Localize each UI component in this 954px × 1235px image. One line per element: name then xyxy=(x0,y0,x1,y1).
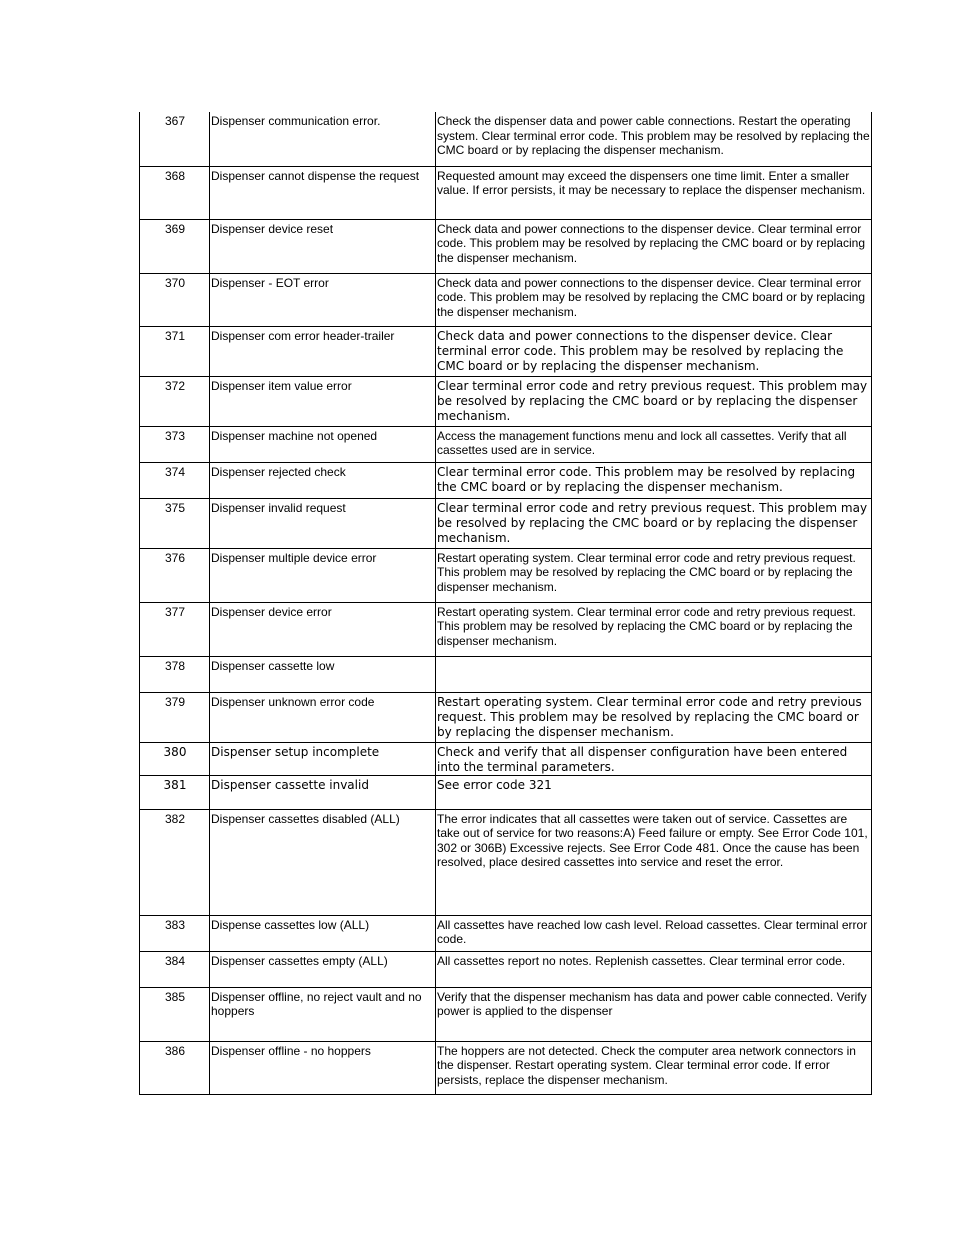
error-action: Verify that the dispenser mechanism has data and power cable connected. Verify power is applied to the dispenser xyxy=(436,987,872,1041)
error-action xyxy=(436,656,872,692)
error-code: 380 xyxy=(140,742,210,775)
table-row xyxy=(140,951,872,987)
error-code: 386 xyxy=(140,1041,210,1094)
error-code: 383 xyxy=(140,915,210,951)
error-code: 370 xyxy=(140,273,210,326)
error-code: 379 xyxy=(140,692,210,742)
table-row xyxy=(140,915,872,951)
table-row xyxy=(140,426,872,462)
error-code: 376 xyxy=(140,548,210,602)
error-action: Restart operating system. Clear terminal error code and retry previous request. This problem may be resolved by replacing the CMC board or by replacing the dispenser mechanism. xyxy=(436,548,872,602)
table-row xyxy=(140,462,872,498)
error-description: Dispenser rejected check xyxy=(210,462,436,498)
error-action: Requested amount may exceed the dispensers one time limit. Enter a smaller value. If error persists, it may be necessary to replace the dispenser mechanism. xyxy=(436,166,872,219)
error-code: 385 xyxy=(140,987,210,1041)
error-action: Check and verify that all dispenser configuration have been entered into the terminal parameters. xyxy=(436,742,872,775)
error-action: All cassettes report no notes. Replenish cassettes. Clear terminal error code. xyxy=(436,951,872,987)
table-row xyxy=(140,498,872,548)
table-row xyxy=(140,548,872,602)
table-row xyxy=(140,112,872,166)
error-description: Dispenser multiple device error xyxy=(210,548,436,602)
error-action: Access the management functions menu and lock all cassettes. Verify that all cassettes used are in service. xyxy=(436,426,872,462)
error-description: Dispenser cassettes disabled (ALL) xyxy=(210,809,436,915)
error-action: The error indicates that all cassettes were taken out of service. Cassettes are take out of service for two reasons:A) Feed failure or empty. See Error Code 101, 302 or 306B) Excessive rejects. See Error Code 481. Once the cause has been resolved, place desired cassettes into service and reset the error. xyxy=(436,809,872,915)
table-row xyxy=(140,809,872,915)
error-description: Dispenser setup incomplete xyxy=(210,742,436,775)
table-row xyxy=(140,987,872,1041)
error-action: Check data and power connections to the dispenser device. Clear terminal error code. This problem may be resolved by replacing the CMC board or by replacing the dispenser mechanism. xyxy=(436,326,872,376)
error-code: 371 xyxy=(140,326,210,376)
error-action: Clear terminal error code and retry previous request. This problem may be resolved by replacing the CMC board or by replacing the dispenser mechanism. xyxy=(436,498,872,548)
error-code: 384 xyxy=(140,951,210,987)
table-row xyxy=(140,326,872,376)
table-row xyxy=(140,1041,872,1094)
error-action: Check the dispenser data and power cable connections. Restart the operating system. Clear terminal error code. This problem may be resolved by replacing the CMC board or by replacing the dispenser mechanism. xyxy=(436,112,872,166)
table-row xyxy=(140,273,872,326)
error-description: Dispenser cassette low xyxy=(210,656,436,692)
error-action: Restart operating system. Clear terminal error code and retry previous request. This problem may be resolved by replacing the CMC board or by replacing the dispenser mechanism. xyxy=(436,692,872,742)
table-row xyxy=(140,166,872,219)
error-description: Dispenser device reset xyxy=(210,219,436,273)
error-description: Dispenser cassette invalid xyxy=(210,775,436,809)
error-code: 374 xyxy=(140,462,210,498)
error-action: Check data and power connections to the dispenser device. Clear terminal error code. This problem may be resolved by replacing the CMC board or by replacing the dispenser mechanism. xyxy=(436,273,872,326)
table-row xyxy=(140,602,872,656)
error-action: Restart operating system. Clear terminal error code and retry previous request. This problem may be resolved by replacing the CMC board or by replacing the dispenser mechanism. xyxy=(436,602,872,656)
table-row xyxy=(140,219,872,273)
error-description: Dispenser cannot dispense the request xyxy=(210,166,436,219)
error-action: All cassettes have reached low cash level. Reload cassettes. Clear terminal error code. xyxy=(436,915,872,951)
error-code-table xyxy=(139,112,872,1095)
table-row xyxy=(140,376,872,426)
error-description: Dispenser machine not opened xyxy=(210,426,436,462)
error-description: Dispenser communication error. xyxy=(210,112,436,166)
error-description: Dispenser invalid request xyxy=(210,498,436,548)
error-description: Dispenser - EOT error xyxy=(210,273,436,326)
error-description: Dispenser offline - no hoppers xyxy=(210,1041,436,1094)
error-code: 369 xyxy=(140,219,210,273)
error-action: The hoppers are not detected. Check the computer area network connectors in the dispenser. Restart operating system. Clear terminal error code. If error persists, replace the dispenser mechanism. xyxy=(436,1041,872,1094)
error-code: 378 xyxy=(140,656,210,692)
error-action: Check data and power connections to the dispenser device. Clear terminal error code. This problem may be resolved by replacing the CMC board or by replacing the dispenser mechanism. xyxy=(436,219,872,273)
error-description: Dispenser item value error xyxy=(210,376,436,426)
error-description: Dispenser com error header-trailer xyxy=(210,326,436,376)
error-description: Dispenser device error xyxy=(210,602,436,656)
error-code: 373 xyxy=(140,426,210,462)
error-code: 375 xyxy=(140,498,210,548)
table-row xyxy=(140,775,872,809)
table-row xyxy=(140,656,872,692)
table-row xyxy=(140,692,872,742)
error-code: 382 xyxy=(140,809,210,915)
error-description: Dispenser unknown error code xyxy=(210,692,436,742)
error-action: Clear terminal error code and retry previous request. This problem may be resolved by replacing the CMC board or by replacing the dispenser mechanism. xyxy=(436,376,872,426)
error-description: Dispenser offline, no reject vault and no hoppers xyxy=(210,987,436,1041)
error-code: 367 xyxy=(140,112,210,166)
table-row xyxy=(140,742,872,775)
error-description: Dispense cassettes low (ALL) xyxy=(210,915,436,951)
error-description: Dispenser cassettes empty (ALL) xyxy=(210,951,436,987)
error-code: 377 xyxy=(140,602,210,656)
error-code: 368 xyxy=(140,166,210,219)
error-action: See error code 321 xyxy=(436,775,872,809)
error-code: 372 xyxy=(140,376,210,426)
error-code: 381 xyxy=(140,775,210,809)
error-action: Clear terminal error code. This problem may be resolved by replacing the CMC board or by replacing the dispenser mechanism. xyxy=(436,462,872,498)
